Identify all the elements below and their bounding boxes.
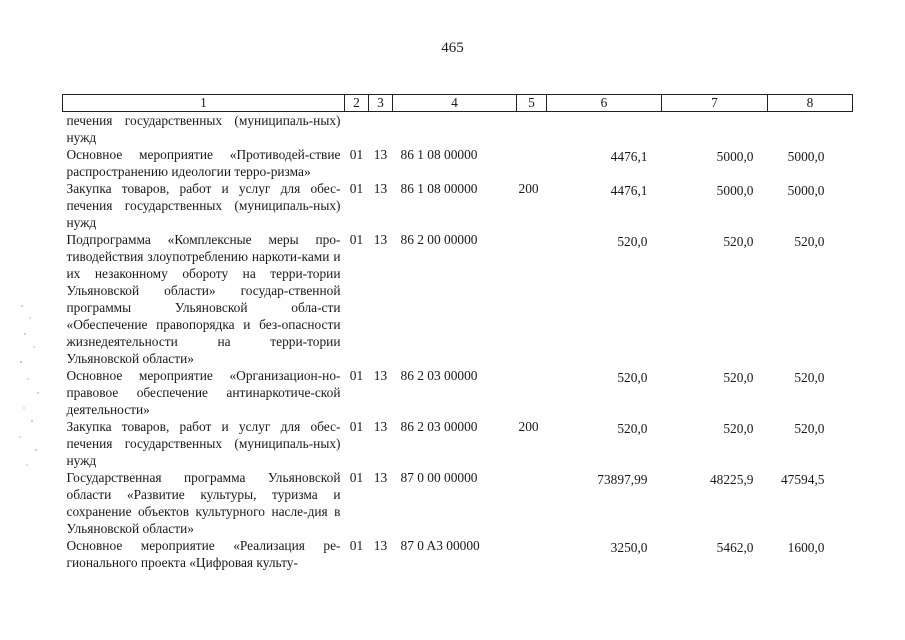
budget-table	[62, 94, 853, 571]
table-header	[63, 95, 853, 112]
table-row	[63, 146, 853, 180]
table-row	[63, 418, 853, 469]
column-header-5: 5	[517, 95, 547, 112]
row-target-article: 86 2 03 00000	[400, 368, 478, 383]
row-subsection: 13	[373, 181, 388, 196]
row-amount-col8: 5000,0	[787, 149, 825, 164]
row-amount-col6: 520,0	[617, 234, 648, 249]
row-target-article: 87 0 A3 00000	[400, 538, 480, 553]
row-section: 01	[349, 368, 364, 383]
row-subsection: 13	[373, 232, 388, 247]
table-row	[63, 231, 853, 367]
row-amount-col8	[768, 112, 853, 147]
scan-noise	[18, 300, 44, 480]
row-amount-col8: 1600,0	[787, 540, 825, 555]
row-amount-col7: 48225,9	[709, 472, 754, 487]
row-amount-col7: 520,0	[723, 421, 754, 436]
row-amount-col8: 520,0	[794, 370, 825, 385]
header-row	[63, 95, 853, 112]
table-row	[63, 537, 853, 571]
row-amount-col7	[662, 112, 768, 147]
column-header-6: 6	[547, 95, 662, 112]
column-header-3: 3	[369, 95, 393, 112]
table-row	[63, 180, 853, 231]
row-subsection: 13	[373, 538, 388, 553]
row-subsection: 13	[373, 419, 388, 434]
row-target-article: 86 1 08 00000	[400, 181, 478, 196]
row-target-article: 86 2 00 00000	[400, 232, 478, 247]
row-subsection: 13	[373, 470, 388, 485]
row-name: Основное мероприятие «Противодей-ствие распространению идеологии терро-ризма»	[66, 147, 341, 179]
row-name: Закупка товаров, работ и услуг для обес-печения государственных (муниципаль-ных) нужд	[66, 419, 341, 468]
row-amount-col6: 520,0	[617, 421, 648, 436]
row-section	[345, 112, 369, 147]
row-section: 01	[349, 147, 364, 162]
column-header-7: 7	[662, 95, 768, 112]
row-amount-col7: 5000,0	[716, 183, 754, 198]
table-row	[63, 112, 853, 147]
row-amount-col7: 5000,0	[716, 149, 754, 164]
row-target-article: 86 1 08 00000	[400, 147, 478, 162]
row-amount-col6: 520,0	[617, 370, 648, 385]
row-name: Основное мероприятие «Организацион-но-правовое обеспечение антинаркотиче-ской деятельности»	[66, 368, 341, 417]
row-amount-col7: 5462,0	[716, 540, 754, 555]
row-amount-col7: 520,0	[723, 370, 754, 385]
row-subsection: 13	[373, 147, 388, 162]
row-expense-type	[517, 146, 547, 180]
row-name: печения государственных (муниципаль-ных) нужд	[66, 113, 341, 145]
row-amount-col6: 73897,99	[597, 472, 648, 487]
column-header-4: 4	[393, 95, 517, 112]
row-amount-col6: 4476,1	[610, 183, 648, 198]
row-amount-col8: 520,0	[794, 234, 825, 249]
row-section: 01	[349, 538, 364, 553]
table-row	[63, 469, 853, 537]
page-number: 465	[441, 40, 464, 56]
table-row	[63, 367, 853, 418]
row-amount-col6	[547, 112, 662, 147]
row-target-article: 86 2 03 00000	[400, 419, 478, 434]
column-header-8: 8	[768, 95, 853, 112]
row-amount-col6: 4476,1	[610, 149, 648, 164]
row-amount-col8: 5000,0	[787, 183, 825, 198]
row-expense-type: 200	[518, 181, 539, 196]
row-amount-col6: 3250,0	[610, 540, 648, 555]
row-expense-type	[517, 367, 547, 418]
row-target-article: 87 0 00 00000	[400, 470, 478, 485]
row-name: Государственная программа Ульяновской области «Развитие культуры, туризма и сохранение объектов культурного насле-дия в Ульяновской области»	[66, 470, 341, 536]
row-section: 01	[349, 181, 364, 196]
column-header-1: 1	[63, 95, 345, 112]
row-name: Закупка товаров, работ и услуг для обес-печения государственных (муниципаль-ных) нужд	[66, 181, 341, 230]
row-amount-col8: 47594,5	[780, 472, 825, 487]
row-expense-type	[517, 537, 547, 571]
row-section: 01	[349, 470, 364, 485]
row-amount-col8: 520,0	[794, 421, 825, 436]
table-body	[63, 112, 853, 572]
row-amount-col7: 520,0	[723, 234, 754, 249]
row-expense-type	[517, 231, 547, 367]
row-section: 01	[349, 232, 364, 247]
row-name: Подпрограмма «Комплексные меры про-тиводействия злоупотреблению наркоти-ками и их незаконному обороту на терри-тории Ульяновской области» государ-ственной программы Ульяновской обла-сти «Обеспечение правопорядка и без-опасности жизнедеятельности на терри-тории Ульяновской области»	[66, 232, 341, 366]
row-name: Основное мероприятие «Реализация ре-гионального проекта «Цифровая культу-	[66, 538, 341, 570]
row-expense-type: 200	[518, 419, 539, 434]
row-section: 01	[349, 419, 364, 434]
row-expense-type	[517, 469, 547, 537]
row-subsection	[369, 112, 393, 147]
row-expense-type	[517, 112, 547, 147]
row-subsection: 13	[373, 368, 388, 383]
column-header-2: 2	[345, 95, 369, 112]
row-target-article	[393, 112, 517, 147]
